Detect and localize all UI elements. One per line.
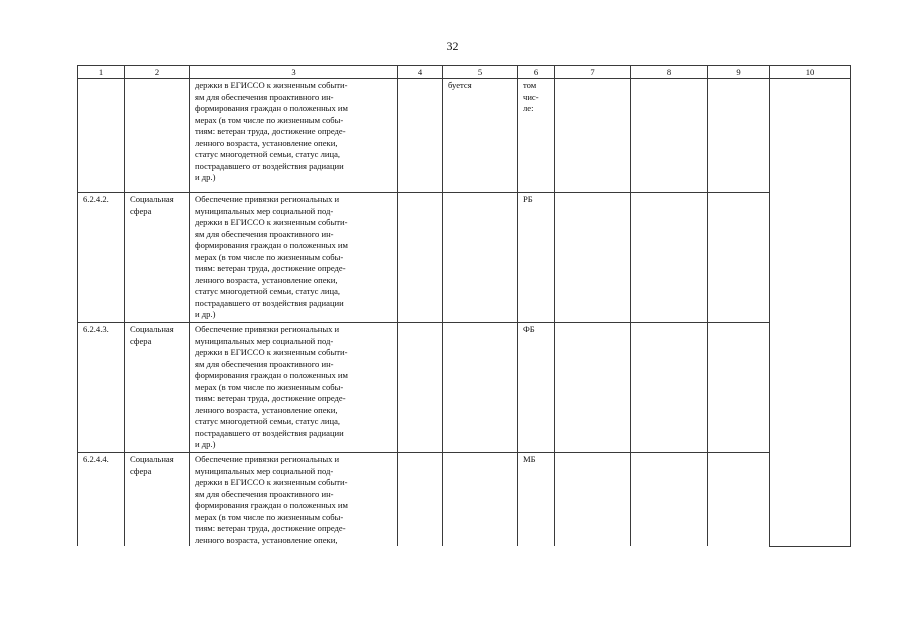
cell-col8 — [631, 79, 708, 193]
cell-col7 — [555, 323, 631, 453]
cell-number: 6.2.4.3. — [78, 323, 125, 453]
cell-col7 — [555, 193, 631, 323]
cell-col9 — [708, 453, 770, 547]
cell-source: МБ — [518, 453, 555, 547]
page-number: 32 — [446, 39, 459, 53]
cell-col5 — [443, 453, 518, 547]
cell-sphere: Социальная сфера — [125, 453, 190, 547]
header-col-9: 9 — [708, 66, 770, 79]
cell-col7 — [555, 453, 631, 547]
cell-col7 — [555, 79, 631, 193]
cell-col5: буется — [443, 79, 518, 193]
header-col-3: 3 — [190, 66, 398, 79]
cell-col9 — [708, 193, 770, 323]
header-col-10: 10 — [770, 66, 851, 79]
cell-col8 — [631, 193, 708, 323]
header-col-5: 5 — [443, 66, 518, 79]
cell-col8 — [631, 453, 708, 547]
cell-description: Обеспечение привязки региональных и муниципальных мер социальной под- держки в ЕГИССО к жизненным событи- ям для обеспечения проактивного ин- формирования граждан о положенных им мерах (в том числе по жизненным собы- тиям: ветеран труда, достижение опреде- ленного возраста, установление опеки, — [190, 453, 398, 547]
cell-source: том чис- ле: — [518, 79, 555, 193]
cell-col5 — [443, 323, 518, 453]
cell-col5 — [443, 193, 518, 323]
cell-description: Обеспечение привязки региональных и муниципальных мер социальной под- держки в ЕГИССО к жизненным событи- ям для обеспечения проактивного ин- формирования граждан о положенных им мерах (в том числе по жизненным собы- тиям: ветеран труда, достижение опреде- ленного возраста, установление опеки, статус многодетной семьи, статус лица, пострадавшего от воздействия радиации и др.) — [190, 323, 398, 453]
cell-col8 — [631, 323, 708, 453]
cell-number — [78, 79, 125, 193]
cell-source: ФБ — [518, 323, 555, 453]
cell-description: Обеспечение привязки региональных и муниципальных мер социальной под- держки в ЕГИССО к жизненным событи- ям для обеспечения проактивного ин- формирования граждан о положенных им мерах (в том числе по жизненным собы- тиям: ветеран труда, достижение опреде- ленного возраста, установление опеки, статус многодетной семьи, статус лица, пострадавшего от воздействия радиации и др.) — [190, 193, 398, 323]
cell-col4 — [398, 323, 443, 453]
cell-sphere: Социальная сфера — [125, 193, 190, 323]
cell-col10 — [770, 79, 851, 547]
cell-number: 6.2.4.2. — [78, 193, 125, 323]
table-row — [78, 79, 851, 193]
cell-col9 — [708, 323, 770, 453]
table-row — [78, 453, 851, 547]
header-row — [78, 66, 851, 79]
cell-number: 6.2.4.4. — [78, 453, 125, 547]
cell-sphere: Социальная сфера — [125, 323, 190, 453]
header-col-1: 1 — [78, 66, 125, 79]
cell-sphere — [125, 79, 190, 193]
cell-description: держки в ЕГИССО к жизненным событи- ям для обеспечения проактивного ин- формирования граждан о положенных им мерах (в том числе по жизненным собы- тиям: ветеран труда, достижение опреде- ленного возраста, установление опеки, статус многодетной семьи, статус лица, пострадавшего от воздействия радиации и др.) — [190, 79, 398, 193]
header-col-2: 2 — [125, 66, 190, 79]
table-row — [78, 193, 851, 323]
cell-source: РБ — [518, 193, 555, 323]
header-col-6: 6 — [518, 66, 555, 79]
cell-col4 — [398, 453, 443, 547]
header-col-7: 7 — [555, 66, 631, 79]
header-col-8: 8 — [631, 66, 708, 79]
table-row — [78, 323, 851, 453]
cell-col4 — [398, 193, 443, 323]
document-table — [77, 65, 851, 547]
cell-col4 — [398, 79, 443, 193]
cell-col9 — [708, 79, 770, 193]
header-col-4: 4 — [398, 66, 443, 79]
